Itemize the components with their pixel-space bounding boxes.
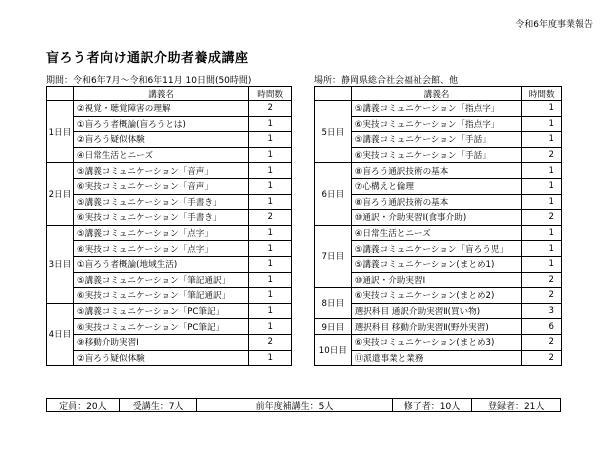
course-name: ⑥実技コミュニケーション「筆記通訳」 xyxy=(73,288,248,304)
table-row xyxy=(47,272,292,288)
table-row xyxy=(315,116,562,132)
course-hours: 1 xyxy=(249,163,292,179)
table-row xyxy=(47,241,292,257)
course-name: ⑥実技コミュニケーション「指点字」 xyxy=(351,116,522,132)
course-hours: 2 xyxy=(522,288,562,304)
course-hours: 1 xyxy=(249,225,292,241)
course-hours: 1 xyxy=(249,132,292,148)
course-hours: 1 xyxy=(249,256,292,272)
course-hours: 1 xyxy=(522,225,562,241)
course-name: ⑤講義コミュニケーション「筆記通訳」 xyxy=(73,272,248,288)
course-hours: 1 xyxy=(249,116,292,132)
course-hours: 2 xyxy=(249,334,292,350)
schedule-table-left xyxy=(46,86,292,366)
table-row xyxy=(47,225,292,241)
table-row xyxy=(315,178,562,194)
course-hours: 1 xyxy=(249,178,292,194)
report-label: 令和6年度事業報告 xyxy=(515,20,593,30)
course-name: ②盲ろう疑似体験 xyxy=(73,350,248,366)
course-header: 講義名 xyxy=(73,87,248,101)
course-name: ⑤講義コミュニケーション「音声」 xyxy=(73,163,248,179)
course-name: ⑪派遣事業と業務 xyxy=(351,350,522,366)
course-hours: 1 xyxy=(522,178,562,194)
summary-prev-year: 前年度補講生：5人 xyxy=(197,399,392,411)
course-name: ⑤講義コミュニケーション「手書き」 xyxy=(73,194,248,210)
course-name: ②盲ろう疑似体験 xyxy=(73,132,248,148)
course-name: ⑤講義コミュニケーション「指点字」 xyxy=(351,101,522,117)
course-hours: 1 xyxy=(522,116,562,132)
course-name: ①盲ろう者概論(盲ろうとは) xyxy=(73,116,248,132)
table-row xyxy=(47,334,292,350)
course-header: 講義名 xyxy=(351,87,522,101)
course-hours: 1 xyxy=(522,194,562,210)
course-hours: 6 xyxy=(522,319,562,335)
course-hours: 1 xyxy=(522,241,562,257)
table-row xyxy=(315,319,562,335)
course-name: ⑤講義コミュニケーション「PC筆記」 xyxy=(73,303,248,319)
table-row xyxy=(315,194,562,210)
day-label: 3日目 xyxy=(47,225,74,303)
day-label: 8日目 xyxy=(315,288,352,319)
summary-registered: 登録者：21人 xyxy=(487,401,545,412)
course-name: ⑤講義コミュニケーション「点字」 xyxy=(73,225,248,241)
table-row xyxy=(47,101,292,117)
day-header-cell xyxy=(47,87,74,101)
course-hours: 1 xyxy=(249,319,292,335)
table-row xyxy=(315,272,562,288)
header-row xyxy=(315,87,562,101)
course-hours: 1 xyxy=(522,256,562,272)
day-label: 10日目 xyxy=(315,334,352,365)
course-hours: 1 xyxy=(249,288,292,304)
table-row xyxy=(47,194,292,210)
summary-bar xyxy=(46,398,561,412)
course-name: ①盲ろう者概論(地域生活) xyxy=(73,256,248,272)
table-row xyxy=(315,256,562,272)
course-hours: 2 xyxy=(522,147,562,163)
table-row xyxy=(47,350,292,366)
course-name: ④日常生活とニーズ xyxy=(351,225,522,241)
course-hours: 2 xyxy=(522,334,562,350)
course-name: 選択科目 移動介助実習Ⅱ(野外実習) xyxy=(351,319,522,335)
summary-capacity: 定員：20人 xyxy=(47,399,120,411)
course-hours: 1 xyxy=(249,241,292,257)
course-name: ⑦心構えと倫理 xyxy=(351,178,522,194)
table-row xyxy=(315,225,562,241)
course-name: ②視覚・聴覚障害の理解 xyxy=(73,101,248,117)
table-row xyxy=(47,303,292,319)
page-title: 盲ろう者向け通訳介助者養成講座 xyxy=(46,51,249,66)
table-row xyxy=(315,132,562,148)
course-hours: 1 xyxy=(249,272,292,288)
course-name: ⑥実技コミュニケーション「点字」 xyxy=(73,241,248,257)
course-name: ⑤講義コミュニケーション(まとめ1) xyxy=(351,256,522,272)
table-row xyxy=(47,132,292,148)
table-row xyxy=(47,178,292,194)
hours-header: 時間数 xyxy=(249,87,292,101)
course-hours: 1 xyxy=(522,132,562,148)
course-hours: 1 xyxy=(249,303,292,319)
course-name: ⑩通訳・介助実習Ⅰ xyxy=(351,272,522,288)
course-hours: 2 xyxy=(522,210,562,226)
course-hours: 1 xyxy=(249,194,292,210)
table-row xyxy=(315,147,562,163)
period-text: 期間：令和6年7月～令和6年11月 10日間(50時間) xyxy=(46,76,252,86)
course-name: ⑨移動介助実習Ⅰ xyxy=(73,334,248,350)
table-row xyxy=(315,350,562,366)
course-name: ⑧盲ろう通訳技術の基本 xyxy=(351,163,522,179)
table-row xyxy=(47,147,292,163)
table-row xyxy=(47,116,292,132)
day-label: 7日目 xyxy=(315,225,352,287)
table-row xyxy=(315,210,562,226)
day-label: 2日目 xyxy=(47,163,74,225)
course-hours: 2 xyxy=(249,210,292,226)
day-header-cell xyxy=(315,87,352,101)
course-hours: 1 xyxy=(249,147,292,163)
day-label: 5日目 xyxy=(315,101,352,163)
day-label: 1日目 xyxy=(47,101,74,163)
header-row xyxy=(47,87,292,101)
course-name: ⑥実技コミュニケーション(まとめ2) xyxy=(351,288,522,304)
course-hours: 2 xyxy=(522,272,562,288)
summary-students: 受講生：7人 xyxy=(120,399,198,411)
table-row xyxy=(315,288,562,304)
table-row xyxy=(315,163,562,179)
course-name: ⑥実技コミュニケーション「手話」 xyxy=(351,147,522,163)
table-row xyxy=(47,163,292,179)
course-name: ⑥実技コミュニケーション「手書き」 xyxy=(73,210,248,226)
course-name: ⑥実技コミュニケーション(まとめ3) xyxy=(351,334,522,350)
course-name: ⑤講義コミュニケーション「盲ろう児」 xyxy=(351,241,522,257)
place-text: 場所：静岡県総合社会福祉会館、他 xyxy=(314,76,459,86)
day-label: 4日目 xyxy=(47,303,74,365)
course-hours: 1 xyxy=(522,163,562,179)
course-name: 選択科目 通訳介助実習Ⅱ(買い物) xyxy=(351,303,522,319)
day-label: 9日目 xyxy=(315,319,352,335)
course-name: ⑧盲ろう通訳技術の基本 xyxy=(351,194,522,210)
schedule-table-right xyxy=(314,86,562,366)
table-row xyxy=(315,101,562,117)
day-label: 6日目 xyxy=(315,163,352,225)
course-hours: 1 xyxy=(249,350,292,366)
course-name: ⑥実技コミュニケーション「PC筆記」 xyxy=(73,319,248,335)
hours-header: 時間数 xyxy=(522,87,562,101)
summary-completed: 修了者：10人 xyxy=(393,399,473,411)
table-row xyxy=(47,288,292,304)
course-hours: 1 xyxy=(522,101,562,117)
course-name: ⑤講義コミュニケーション「手話」 xyxy=(351,132,522,148)
table-row xyxy=(47,256,292,272)
table-row xyxy=(315,303,562,319)
course-hours: 2 xyxy=(522,350,562,366)
table-row xyxy=(47,210,292,226)
table-row xyxy=(315,241,562,257)
course-name: ⑩通訳・介助実習Ⅰ(食事介助) xyxy=(351,210,522,226)
course-hours: 3 xyxy=(522,303,562,319)
course-name: ④日常生活とニーズ xyxy=(73,147,248,163)
table-row xyxy=(315,334,562,350)
course-name: ⑥実技コミュニケーション「音声」 xyxy=(73,178,248,194)
course-hours: 2 xyxy=(249,101,292,117)
table-row xyxy=(47,319,292,335)
